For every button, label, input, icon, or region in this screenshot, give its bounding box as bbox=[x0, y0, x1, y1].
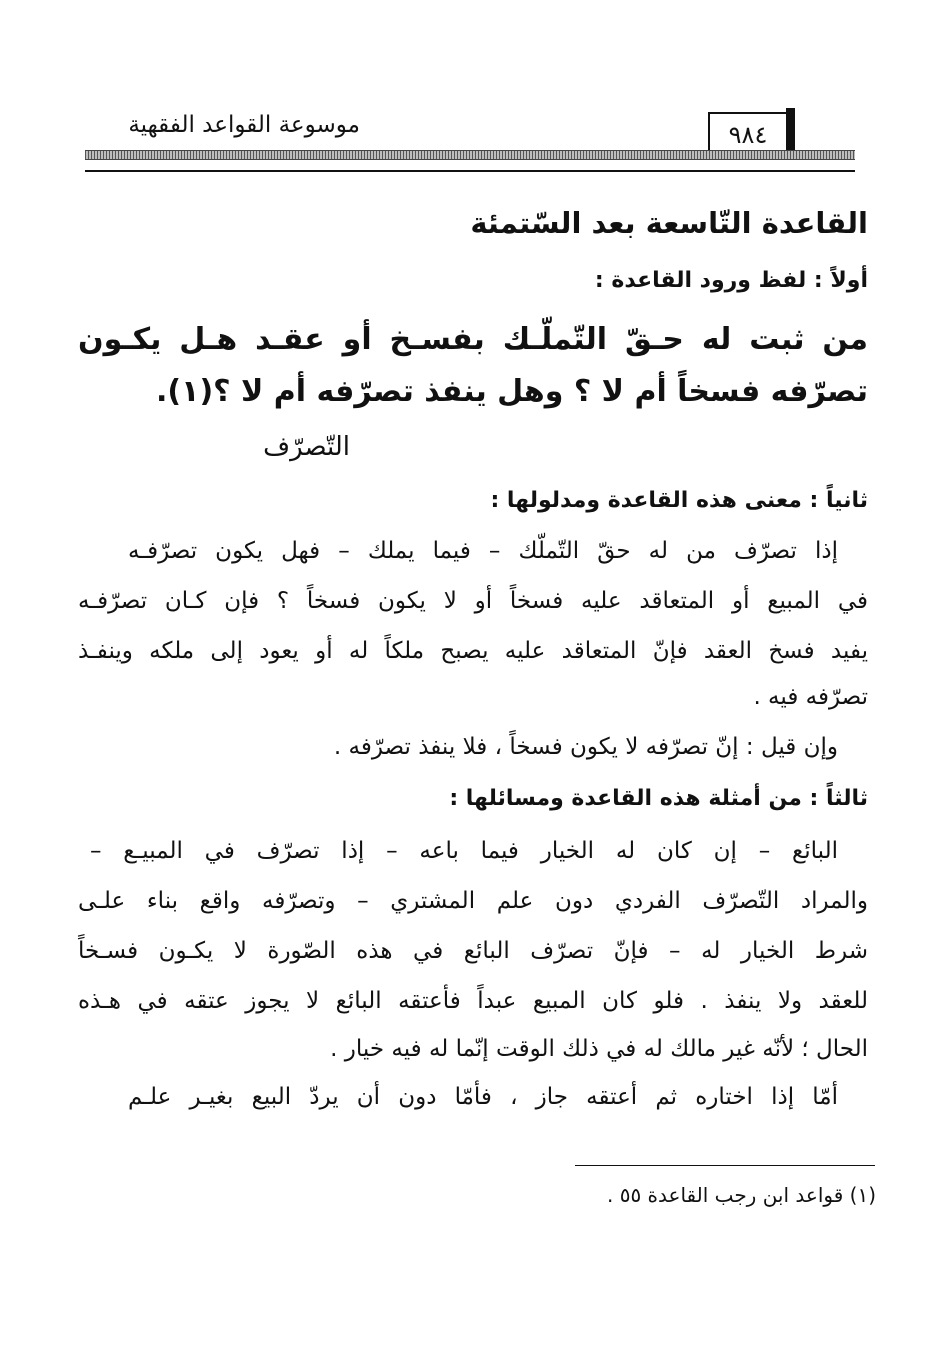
paragraph-line: يفيد فسخ العقد فإنّ المتعاقد عليه يصبح ملكاً له أو يعود إلى ملكه وينفـذ bbox=[78, 638, 868, 664]
paragraph-line: للعقد ولا ينفذ . فلو كان المبيع عبداً فأعتقه البائع لا يجوز عتقه في هـذه bbox=[78, 988, 868, 1014]
rule-text-line-1: من ثبت له حـقّ التّملّـك بفسـخ أو عقـد هـل يكـون bbox=[78, 322, 868, 357]
footnote: (١) قواعد ابن رجب القاعدة ٥٥ . bbox=[606, 1183, 876, 1207]
section-title-1: أولاً : لفظ ورود القاعدة : bbox=[594, 268, 868, 293]
rule-heading: القاعدة التّاسعة بعد السّتمئة bbox=[470, 206, 868, 240]
paragraph-line: البائع – إن كان له الخيار فيما باعه – إذا تصرّف في المبيـع – bbox=[90, 838, 838, 864]
footnote-rule bbox=[575, 1165, 875, 1166]
paragraph-line: الحال ؛ لأنّه غير مالك له في ذلك الوقت إنّما له فيه خيار . bbox=[330, 1036, 868, 1062]
paragraph-line: أمّا إذا اختاره ثم أعتقه جاز ، فأمّا دون أن يردّ البيع بغيـر علـم bbox=[128, 1084, 838, 1110]
paragraph-line: وإن قيل : إنّ تصرّفه لا يكون فسخاً ، فلا ينفذ تصرّفه . bbox=[333, 734, 838, 760]
paragraph-line: شرط الخيار له – فإنّ تصرّف البائع في هذه الصّورة لا يكـون فسـخاً bbox=[78, 938, 868, 964]
paragraph-line: في المبيع أو المتعاقد عليه فسخاً أو لا يكون فسخاً ؟ فإن كـان تصرّفـه bbox=[78, 588, 868, 614]
header-rule bbox=[85, 170, 855, 172]
paragraph-line: والمراد التّصرّف الفردي دون علم المشتري – وتصرّفه واقع بناء علـى bbox=[78, 888, 868, 914]
page-number: ٩٨٤ bbox=[708, 112, 786, 158]
header-stripe bbox=[85, 150, 855, 160]
rule-text-line-2: تصرّفه فسخاً أم لا ؟ وهل ينفذ تصرّفه أم لا ؟(١). bbox=[156, 374, 868, 409]
section-title-2: ثانياً : معنى هذه القاعدة ومدلولها : bbox=[490, 488, 868, 513]
paragraph-line: تصرّفه فيه . bbox=[753, 684, 868, 710]
running-header-title: موسوعة القواعد الفقهية bbox=[128, 112, 360, 138]
paragraph-line: إذا تصرّف من له حقّ التّملّك – فيما يملك – فهل يكون تصرّفـه bbox=[128, 538, 838, 564]
section-title-3: ثالثاً : من أمثلة هذه القاعدة ومسائلها : bbox=[449, 786, 868, 811]
marginal-word: التّصرّف bbox=[263, 432, 350, 462]
